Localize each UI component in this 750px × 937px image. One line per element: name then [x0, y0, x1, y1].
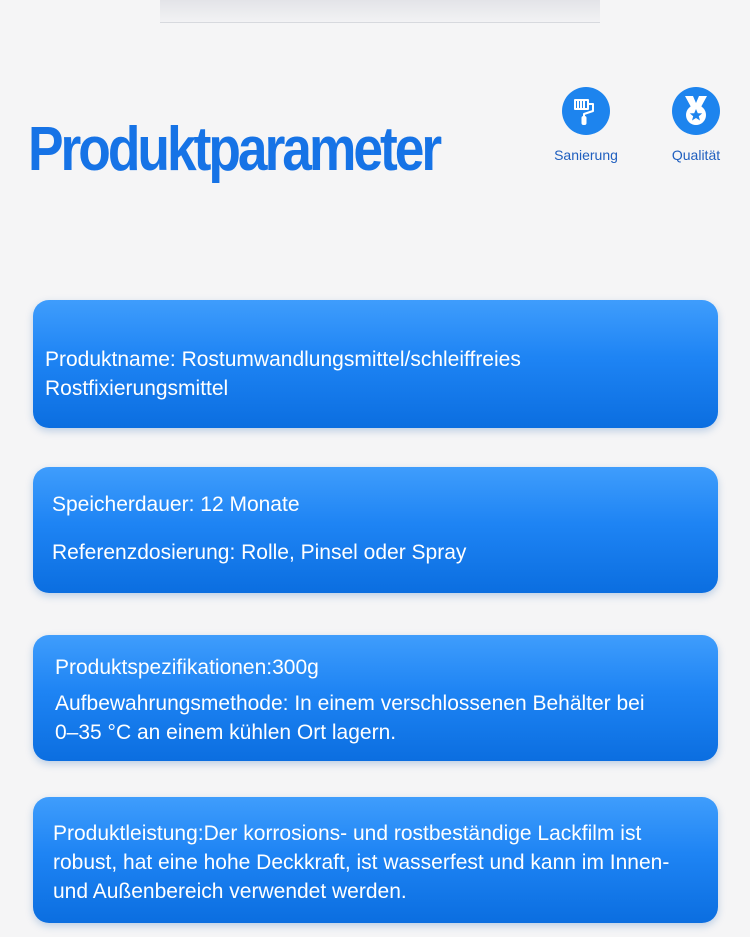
storage-duration-text: Speicherdauer: 12 Monate	[52, 493, 300, 516]
info-card-specification	[33, 635, 718, 761]
product-spec-text: Produktspezifikationen:300g	[55, 656, 319, 679]
badge-qualitaet	[651, 87, 741, 163]
info-card-performance	[33, 797, 718, 923]
product-name-text: Produktname: Rostumwandlungsmittel/schleiffreies Rostfixierungsmittel	[45, 348, 521, 400]
reference-dosage-text: Referenzdosierung: Rolle, Pinsel oder Spray	[52, 541, 467, 564]
badge-label-sanierung: Sanierung	[554, 147, 618, 163]
medal-icon	[672, 87, 720, 135]
top-banner-strip	[160, 0, 600, 23]
page-title: Produktparameter	[28, 115, 440, 184]
badge-sanierung	[541, 87, 631, 163]
info-card-product-name	[33, 300, 718, 428]
badge-label-qualitaet: Qualität	[671, 147, 721, 163]
storage-method-text: Aufbewahrungsmethode: In einem verschlossenen Behälter bei 0–35 °C an einem kühlen Ort lagern.	[55, 692, 645, 744]
info-card-storage	[33, 467, 718, 593]
paint-brush-icon	[562, 87, 610, 135]
product-performance-text: Produktleistung:Der korrosions- und rostbeständige Lackfilm ist robust, hat eine hohe Deckkraft, ist wasserfest und kann im Innen- und Außenbereich verwendet werden.	[53, 822, 670, 903]
